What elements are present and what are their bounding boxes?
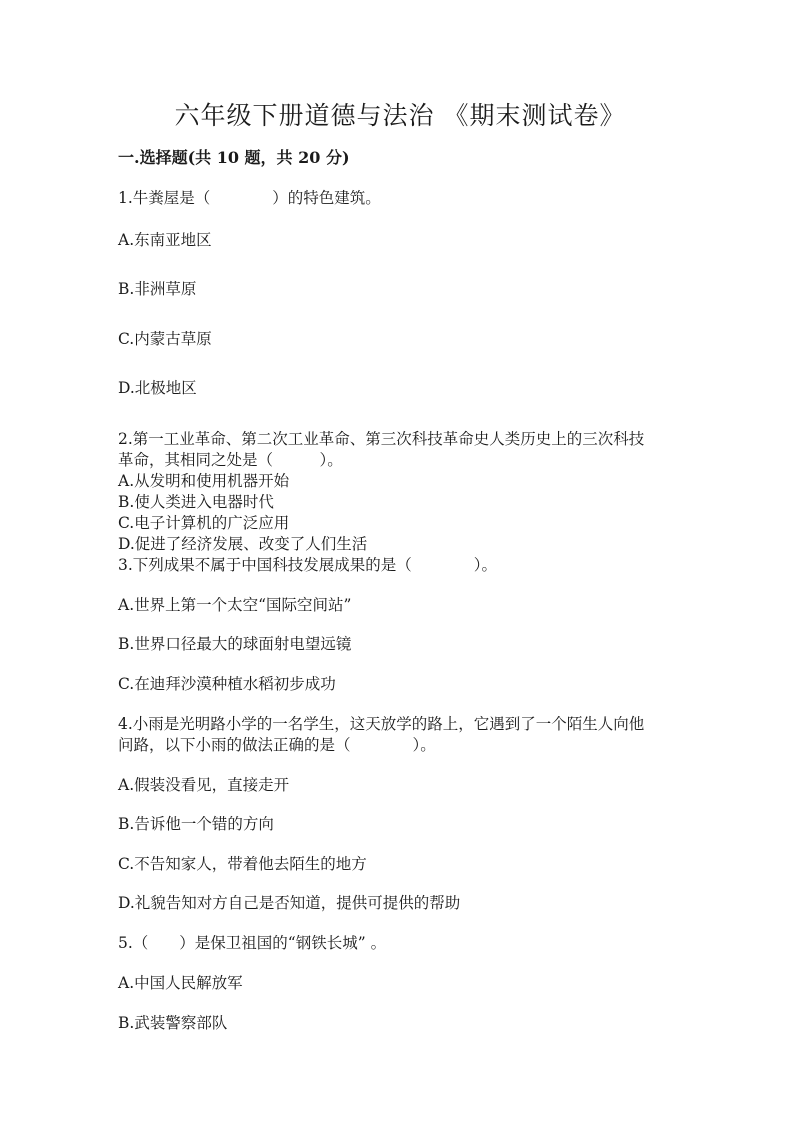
question-5-stem: 5.（ ）是保卫祖国的“钢铁长城” 。 — [118, 934, 387, 952]
question-4-option-d: D.礼貌告知对方自己是否知道，提供可提供的帮助 — [118, 894, 461, 912]
question-5-option-b: B.武装警察部队 — [118, 1014, 228, 1032]
question-5-option-a: A.中国人民解放军 — [118, 974, 243, 992]
question-3-option-c: C.在迪拜沙漠种植水稻初步成功 — [118, 675, 336, 693]
question-2-option-d: D.促进了经济发展、改变了人们生活 — [118, 535, 368, 553]
question-4-option-a: A.假装没看见，直接走开 — [118, 776, 290, 794]
question-3-stem: 3.下列成果不属于中国科技发展成果的是（ ）。 — [118, 556, 498, 574]
question-4-option-b: B.告诉他一个错的方向 — [118, 815, 274, 833]
question-2-option-b: B.使人类进入电器时代 — [118, 493, 274, 511]
question-1-option-a: A.东南亚地区 — [118, 231, 212, 249]
question-1-option-d: D.北极地区 — [118, 379, 197, 397]
question-3-option-b: B.世界口径最大的球面射电望远镜 — [118, 635, 352, 653]
section-heading: 一.选择题(共 10 题，共 20 分) — [118, 148, 350, 167]
question-4-option-c: C.不告知家人，带着他去陌生的地方 — [118, 855, 367, 873]
exam-title: 六年级下册道德与法治 《期末测试卷》 — [174, 101, 626, 130]
question-2-stem-line-1: 2.第一工业革命、第二次工业革命、第三次科技革命史人类历史上的三次科技 — [118, 430, 645, 448]
question-2-option-c: C.电子计算机的广泛应用 — [118, 514, 290, 532]
question-2-option-a: A.从发明和使用机器开始 — [118, 472, 290, 490]
question-1-option-b: B.非洲草原 — [118, 280, 197, 298]
question-1-option-c: C.内蒙古草原 — [118, 330, 212, 348]
question-1-stem: 1.牛粪屋是（ ）的特色建筑。 — [118, 189, 381, 207]
question-3-option-a: A.世界上第一个太空“国际空间站” — [118, 596, 352, 614]
question-2-stem-line-2: 革命，其相同之处是（ ）。 — [118, 451, 343, 469]
question-4-stem-line-1: 4.小雨是光明路小学的一名学生，这天放学的路上，它遇到了一个陌生人向他 — [118, 715, 645, 733]
question-4-stem-line-2: 问路，以下小雨的做法正确的是（ ）。 — [118, 736, 436, 754]
